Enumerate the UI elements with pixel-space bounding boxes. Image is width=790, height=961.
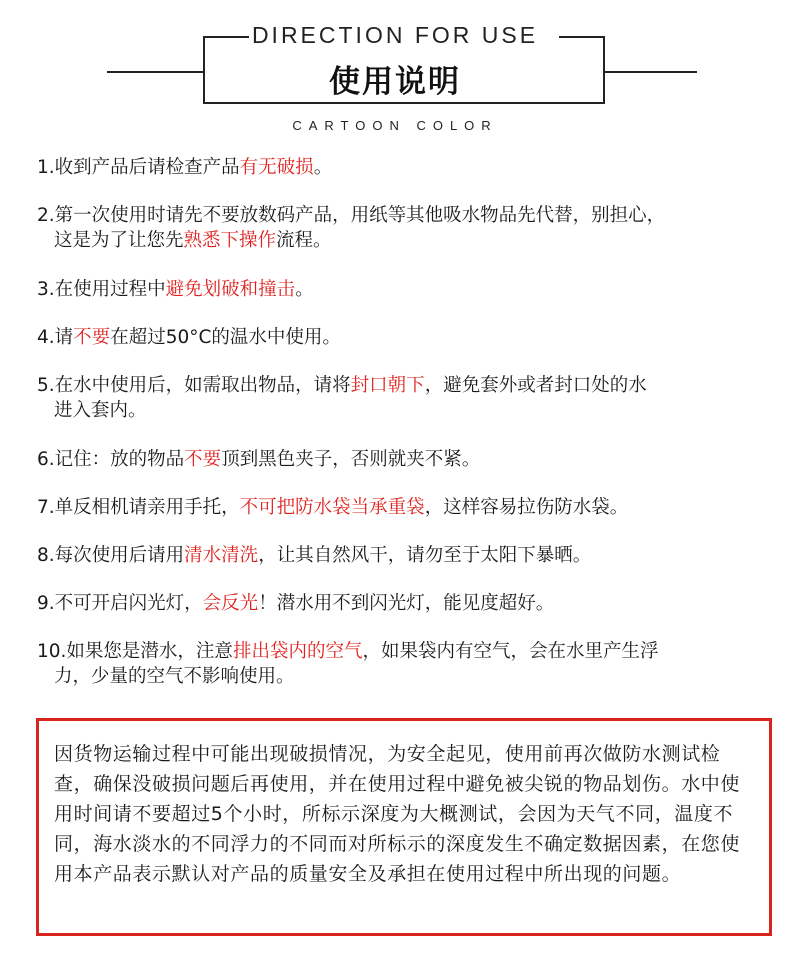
highlight-text: 清水清洗 bbox=[184, 545, 259, 566]
item-number: 10. bbox=[37, 641, 67, 662]
item-number: 8. bbox=[37, 545, 55, 566]
instruction-item bbox=[37, 325, 777, 350]
item-number: 5. bbox=[37, 375, 55, 396]
item-continuation bbox=[37, 398, 777, 423]
item-continuation bbox=[37, 664, 777, 689]
instruction-item bbox=[37, 277, 777, 302]
instruction-item bbox=[37, 591, 777, 616]
notice-box bbox=[36, 718, 772, 936]
english-title: DIRECTION FOR USE bbox=[251, 22, 539, 48]
item-number: 7. bbox=[37, 497, 55, 518]
highlight-text: 排出袋内的空气 bbox=[232, 641, 363, 662]
item-text: 。 bbox=[295, 279, 314, 300]
item-text: 进入套内。 bbox=[54, 400, 147, 421]
subtitle: CARTOON COLOR bbox=[292, 118, 498, 133]
item-text: 如果您是潜水，注意 bbox=[66, 641, 233, 662]
item-number: 3. bbox=[37, 279, 55, 300]
item-text: ，让其自然风干，请勿至于太阳下暴晒。 bbox=[258, 545, 592, 566]
header bbox=[0, 0, 790, 150]
item-number: 9. bbox=[37, 593, 55, 614]
item-text: ，这样容易拉伤防水袋。 bbox=[424, 497, 629, 518]
item-text: 力，少量的空气不影响使用。 bbox=[54, 666, 295, 687]
item-text: 在超过50°C的温水中使用。 bbox=[110, 327, 341, 348]
highlight-text: 不可把防水袋当承重袋 bbox=[239, 497, 425, 518]
item-text: 记住：放的物品 bbox=[54, 449, 185, 470]
instruction-item bbox=[37, 543, 777, 568]
page-title: 使用说明 bbox=[329, 64, 461, 100]
item-number: 1. bbox=[37, 157, 55, 178]
item-number: 2. bbox=[37, 205, 55, 226]
highlight-text: 有无破损 bbox=[239, 157, 314, 178]
item-text: ，避免套外或者封口处的水 bbox=[424, 375, 647, 396]
highlight-text: 熟悉下操作 bbox=[183, 230, 277, 251]
item-text: 。 bbox=[313, 157, 333, 178]
instruction-item bbox=[37, 447, 777, 472]
highlight-text: 不要 bbox=[184, 449, 222, 470]
instruction-item bbox=[37, 203, 777, 253]
item-text: 不可开启闪光灯， bbox=[54, 593, 203, 614]
highlight-text: 避免划破和撞击 bbox=[165, 279, 296, 300]
item-text: 第一次使用时请先不要放数码产品，用纸等其他吸水物品先代替，别担心， bbox=[54, 205, 666, 226]
instruction-item bbox=[37, 639, 777, 689]
item-text: 在水中使用后，如需取出物品，请将 bbox=[54, 375, 351, 396]
item-text: ！潜水用不到闪光灯，能见度超好。 bbox=[258, 593, 555, 614]
item-text: 这是为了让您先 bbox=[54, 230, 184, 251]
item-text: 流程。 bbox=[276, 230, 332, 251]
highlight-text: 封口朝下 bbox=[350, 375, 425, 396]
instruction-item bbox=[37, 373, 777, 423]
item-text: ，如果袋内有空气，会在水里产生浮 bbox=[362, 641, 659, 662]
highlight-text: 不要 bbox=[73, 327, 111, 348]
item-number: 6. bbox=[37, 449, 55, 470]
notice-text: 因货物运输过程中可能出现破损情况，为安全起见，使用前再次做防水测试检查，确保没破损问题后再使用，并在使用过程中避免被尖锐的物品划伤。水中使用时间请不要超过5个小时，所标示深度为大概测试，会因为天气不同，温度不同，海水淡水的不同浮力的不同而对所标示的深度发生不确定数据因素，在您使用本产品表示默认对产品的质量安全及承担在使用过程中所出现的问题。 bbox=[54, 743, 741, 885]
instruction-item bbox=[37, 495, 777, 520]
item-text: 顶到黑色夹子，否则就夹不紧。 bbox=[221, 449, 481, 470]
item-text: 每次使用后请用 bbox=[54, 545, 185, 566]
item-continuation bbox=[37, 228, 777, 253]
item-text: 收到产品后请检查产品 bbox=[54, 157, 240, 178]
instruction-item bbox=[37, 155, 777, 180]
item-text: 单反相机请亲用手托， bbox=[54, 497, 240, 518]
item-text: 在使用过程中 bbox=[54, 279, 166, 300]
item-number: 4. bbox=[37, 327, 55, 348]
highlight-text: 会反光 bbox=[202, 593, 259, 614]
item-text: 请 bbox=[54, 327, 74, 348]
